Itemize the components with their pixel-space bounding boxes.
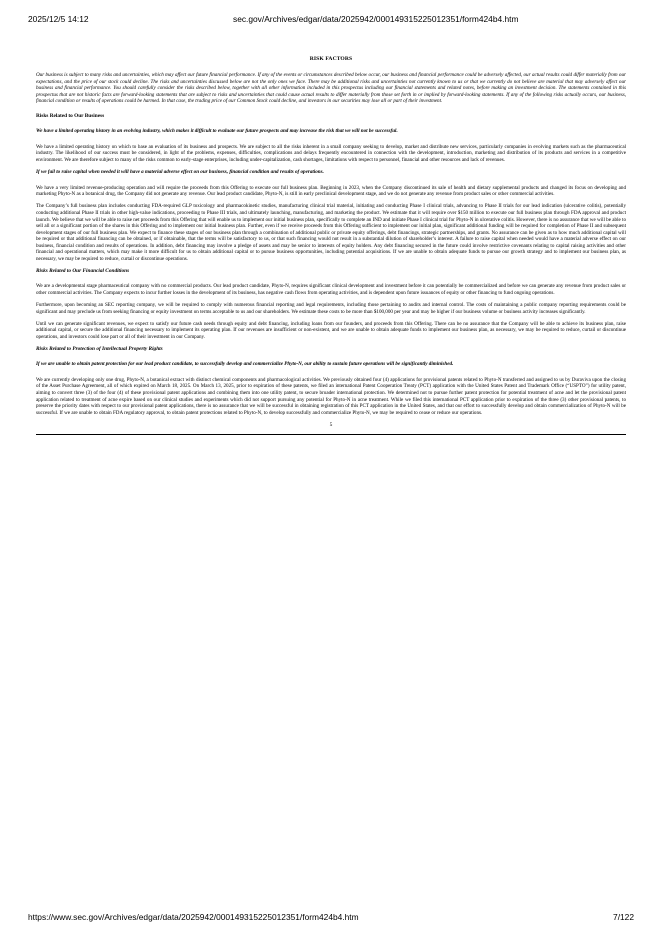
paragraph: We are currently developing only one drug, Phyto-N, a botanical extract with distinct chemical components and pharmacological activities. We previously obtained four (4) applications for provisional patents related to Phyto-N transferred and assigned to us by Duraviva upon the closing of the Asset Purchase Agreement, all of which expired on March 18, 2025. On March 13, 2025, prior to expiration of these patents, we filed an international Patent Cooperation Treaty (PCT) application with the United States Patent and Trademark Office (“USPTO”) for utility patent, aiming to convert three (3) of the four (4) of these provisional patent applications and combining them into one utility patent, to secure broader international protection. We determined not to pursue further patent protection for potential treatment of acne and let the provisional patent application related to treatment of acne expire based on our clinical studies and experiments which did not support pursuing any potential for Phyto-N in acne treatment. While we filed this international PCT application prior to expiration of the three (3) other provisional patents, to preserve the priority dates with respect to our provisional patent applications, there is no assurance that we will be successful in obtaining registration of this PCT application in the United States, and that our effort to successfully develop and obtain commercialization of Phyto-N will be successful. If we are unable to obtain FDA regulatory approval, to obtain patent protections related to Phyto-N, to develop successfully and commercialize Phyto-N, we may be required to cease or reduce our operations. <box>36 376 626 416</box>
document-body <box>36 56 626 435</box>
section-heading-financial: Risks Related to Our Financial Conditions <box>36 268 130 275</box>
risk-heading-limited-history: We have a limited operating history in an evolving industry, which makes it difficult to evaluate our future prospects and may increase the risk that we will not be successful. <box>36 127 398 134</box>
paragraph: Until we can generate significant revenues, we expect to satisfy our future cash needs through equity and debt financing, including loans from our founders, and proceeds from this Offering. There can be no assurance that the Company will be able to achieve its business plan, raise additional capital, or secure the additional financing necessary to implement its operating plan. If our revenues are insufficient or non-existent, and we are unable to obtain adequate funds to implement our business plan, as necessary, we may be required to reduce, curtail or discontinue operations, and investors could lose part or all of their investment in our Company. <box>36 320 626 340</box>
print-datetime: 2025/12/5 14:12 <box>28 14 89 24</box>
risk-heading-raise-capital: If we fail to raise capital when needed it will have a material adverse effect on our business, financial condition and results of operations. <box>36 168 324 175</box>
page-title: RISK FACTORS <box>309 56 353 62</box>
paragraph: The Company’s full business plan includes conducting FDA-required GLP toxicology and pharmacokinetic studies, manufacturing clinical trial material, initiating and conducting Phase I clinical trials, advancing to Phase II trials for our lead indication (ulcerative colitis), potentially conducting additional Phase II trials in other high-value indications, proceeding to Phase III trials, and ultimately launching, manufacturing, and marketing the product. We estimate that it will require over $150 million to execute our full business plan through FDA approval and product launch. We believe that we will be able to raise net proceeds from this Offering that will enable us to implement our initial business plan, specifically to complete an IND and initiate Phase I clinical trial for Phyto-N in ulcerative colitis. However, there is no assurance that we will be able to sell all or a significant portion of the shares in this Offering and to implement our initial business plan. Further, even if we receive proceeds from this Offering sufficient to implement our initial plan, significant additional funding will be required for completion of Phase II and subsequent development stages of our full business plan. We expect to finance these stages of our business plan through a combination of additional public or private equity offerings, debt financings, strategic partnerships, and grants. No assurance can be given as to how much additional capital will be required or that additional financing can be obtained, or if obtainable, that the terms will be satisfactory to us, or that such financing would not result in a substantial dilution of shareholder’s interest. A failure to raise capital when needed would have a material adverse effect on our business, financial condition and results of operations. In addition, debt financing may involve a pledge of assets and may be senior to interests of equity holders. Any debt financing secured in the future could involve restrictive covenants relating to capital raising activities and other financial and operational matters, which may make it more difficult for us to obtain additional capital or to pursue business opportunities, including potential acquisitions. If we are unable to obtain adequate funds to pursue our growth strategy and to implement our business plan, as necessary, we may be required to reduce, curtail or discontinue operations. <box>36 203 626 263</box>
page-number: 5 <box>329 421 333 428</box>
footer-page-count: 7/122 <box>613 912 634 922</box>
section-heading-business: Risks Related to Our Business <box>36 112 105 119</box>
risk-heading-patent: If we are unable to obtain patent protection for our lead product candidate, to successfully develop and commercialize Phyto-N, our ability to sustain future operations will be significantly diminished. <box>36 361 454 368</box>
print-url: sec.gov/Archives/edgar/data/2025942/000149315225012351/form424b4.htm <box>233 14 519 24</box>
paragraph: Furthermore, upon becoming an SEC reporting company, we will be required to comply with numerous financial reporting and legal requirements, including those pertaining to audits and internal control. The costs of maintaining a public company reporting requirements could be significant and may preclude us from seeking financing or equity investment on terms acceptable to us and our shareholders. We estimate these costs to be more than $100,000 per year and may be higher if our business volume or business activity increases significantly. <box>36 302 626 315</box>
print-footer <box>28 912 634 924</box>
paragraph: We have a limited operating history on which to base an evaluation of its business and prospects. We are subject to all the risks inherent in a small company seeking to develop, market and distribute new services, particularly companies in evolving markets such as the pharmaceutical industry. The likelihood of our success must be considered, in light of the problems, expenses, difficulties, complications and delays frequently encountered in connection with the development, introduction, marketing and distribution of its products and services in a competitive environment. We are therefore subject to many of the risks common to early-stage enterprises, including under-capitalization, cash shortages, limitations with respect to personnel, financial and other resources and lack of revenues. <box>36 143 626 163</box>
section-heading-ip: Risks Related to Protection of Intellectual Property Rights <box>36 346 163 353</box>
footer-url: https://www.sec.gov/Archives/edgar/data/2025942/000149315225012351/form424b4.htm <box>28 912 359 922</box>
paragraph: We are a developmental stage pharmaceutical company with no commercial products. Our lead product candidate, Phyto-N, requires significant clinical development and investment before it can potentially be commercialized and before we can generate any revenue from product sales or other commercial activities. The Company expects to incur further losses in the development of its business, has negative cash flows from operating activities, and is dependent upon future issuances of equity or other financing to fund ongoing operations. <box>36 283 626 296</box>
page-divider <box>36 434 626 435</box>
intro-paragraph: Our business is subject to many risks and uncertainties, which may affect our future financial performance. If any of the events or circumstances described below occur, our business and financial performance could be adversely affected, our actual results could differ materially from our expectations, and the price of our stock could decline. The risks and uncertainties discussed below are not the only ones we face. There may be additional risks and uncertainties not currently known to us or that we currently do not believe are material that may adversely affect our business and financial performance. You should carefully consider the risks described below, together with all other information included in this prospectus including our financial statements and related notes, before making an investment decision. The statements contained in this prospectus that are not historic facts are forward-looking statements that are subject to risks and uncertainties that could cause actual results to differ materially from those set forth in or implied by forward-looking statements. If any of the following risks actually occurs, our business, financial condition or results of operations could be harmed. In that case, the trading price of our Common Stock could decline, and investors in our securities may lose all or part of their investment. <box>36 72 626 105</box>
paragraph: We have a very limited revenue-producing operation and will require the proceeds from this Offering to execute our full business plan. Beginning in 2023, when the Company discontinued its sale of health and dietary supplemental products and changed its focus on developing and marketing Phyto-N as a botanical drug, the Company did not generate any revenue. Our lead product candidate, Phyto-N, is still in early preclinical development stage, and we do not generate any revenue from product sales or other commercial activities. <box>36 184 626 198</box>
print-header <box>28 14 634 26</box>
